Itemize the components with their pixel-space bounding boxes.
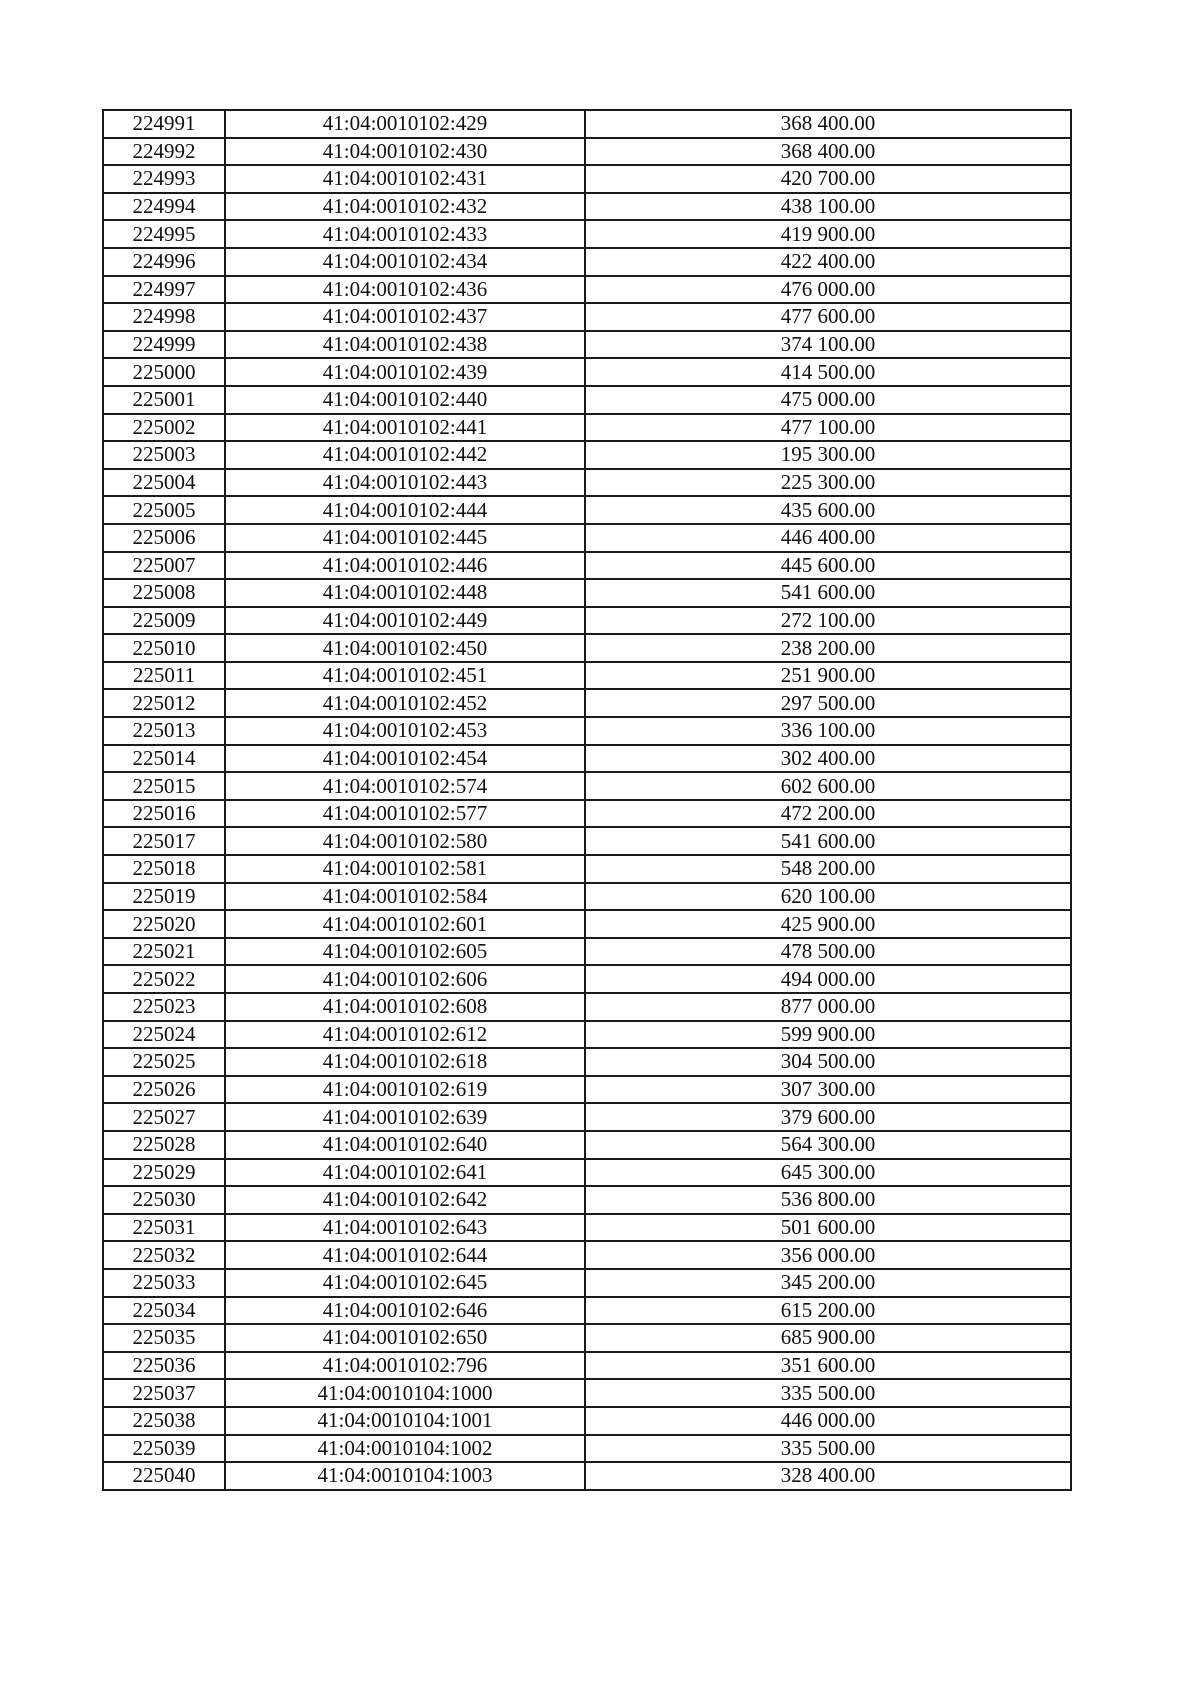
- table-row: [103, 1379, 1071, 1407]
- row-number-cell: 225024: [103, 1021, 225, 1049]
- table-row: [103, 1076, 1071, 1104]
- cadastral-number-cell: 41:04:0010102:438: [225, 331, 585, 359]
- value-cell: 368 400.00: [585, 138, 1071, 166]
- row-number-cell: 225013: [103, 717, 225, 745]
- cadastral-number-cell: 41:04:0010104:1000: [225, 1379, 585, 1407]
- table-row: [103, 1352, 1071, 1380]
- value-cell: 379 600.00: [585, 1103, 1071, 1131]
- row-number-cell: 224995: [103, 220, 225, 248]
- value-cell: 599 900.00: [585, 1021, 1071, 1049]
- value-cell: 446 400.00: [585, 524, 1071, 552]
- table-row: [103, 303, 1071, 331]
- row-number-cell: 225018: [103, 855, 225, 883]
- cadastral-number-cell: 41:04:0010102:453: [225, 717, 585, 745]
- cadastral-number-cell: 41:04:0010102:584: [225, 883, 585, 911]
- row-number-cell: 225025: [103, 1048, 225, 1076]
- row-number-cell: 225005: [103, 496, 225, 524]
- table-row: [103, 1186, 1071, 1214]
- cadastral-number-cell: 41:04:0010102:641: [225, 1159, 585, 1187]
- table-row: [103, 110, 1071, 138]
- row-number-cell: 225033: [103, 1269, 225, 1297]
- cadastral-number-cell: 41:04:0010102:431: [225, 165, 585, 193]
- table-row: [103, 1159, 1071, 1187]
- row-number-cell: 225007: [103, 552, 225, 580]
- table-row: [103, 1241, 1071, 1269]
- table-row: [103, 993, 1071, 1021]
- row-number-cell: 225026: [103, 1076, 225, 1104]
- value-cell: 345 200.00: [585, 1269, 1071, 1297]
- table-row: [103, 634, 1071, 662]
- row-number-cell: 224992: [103, 138, 225, 166]
- table-row: [103, 1324, 1071, 1352]
- value-cell: 501 600.00: [585, 1214, 1071, 1242]
- value-cell: 225 300.00: [585, 469, 1071, 497]
- table-row: [103, 607, 1071, 635]
- value-cell: 356 000.00: [585, 1241, 1071, 1269]
- cadastral-number-cell: 41:04:0010104:1003: [225, 1462, 585, 1490]
- cadastral-number-cell: 41:04:0010102:444: [225, 496, 585, 524]
- value-cell: 238 200.00: [585, 634, 1071, 662]
- table-row: [103, 193, 1071, 221]
- table-row: [103, 552, 1071, 580]
- table-row: [103, 441, 1071, 469]
- table-row: [103, 331, 1071, 359]
- value-cell: 494 000.00: [585, 965, 1071, 993]
- row-number-cell: 225012: [103, 689, 225, 717]
- row-number-cell: 225004: [103, 469, 225, 497]
- table-row: [103, 965, 1071, 993]
- cadastral-number-cell: 41:04:0010102:606: [225, 965, 585, 993]
- cadastral-number-cell: 41:04:0010102:618: [225, 1048, 585, 1076]
- table-row: [103, 358, 1071, 386]
- row-number-cell: 225003: [103, 441, 225, 469]
- value-cell: 685 900.00: [585, 1324, 1071, 1352]
- table-body: [103, 110, 1071, 1490]
- cadastral-number-cell: 41:04:0010102:581: [225, 855, 585, 883]
- cadastral-number-cell: 41:04:0010102:452: [225, 689, 585, 717]
- value-cell: 536 800.00: [585, 1186, 1071, 1214]
- value-cell: 475 000.00: [585, 386, 1071, 414]
- value-cell: 420 700.00: [585, 165, 1071, 193]
- row-number-cell: 225038: [103, 1407, 225, 1435]
- value-cell: 446 000.00: [585, 1407, 1071, 1435]
- cadastral-number-cell: 41:04:0010102:442: [225, 441, 585, 469]
- cadastral-number-cell: 41:04:0010102:437: [225, 303, 585, 331]
- table-row: [103, 745, 1071, 773]
- cadastral-number-cell: 41:04:0010102:451: [225, 662, 585, 690]
- cadastral-number-cell: 41:04:0010102:439: [225, 358, 585, 386]
- cadastral-number-cell: 41:04:0010102:601: [225, 910, 585, 938]
- cadastral-number-cell: 41:04:0010102:445: [225, 524, 585, 552]
- cadastral-number-cell: 41:04:0010102:580: [225, 827, 585, 855]
- row-number-cell: 224991: [103, 110, 225, 138]
- table-row: [103, 772, 1071, 800]
- cadastral-number-cell: 41:04:0010102:605: [225, 938, 585, 966]
- value-cell: 351 600.00: [585, 1352, 1071, 1380]
- row-number-cell: 225011: [103, 662, 225, 690]
- row-number-cell: 225022: [103, 965, 225, 993]
- value-cell: 541 600.00: [585, 827, 1071, 855]
- row-number-cell: 225009: [103, 607, 225, 635]
- value-cell: 615 200.00: [585, 1297, 1071, 1325]
- cadastral-number-cell: 41:04:0010102:608: [225, 993, 585, 1021]
- row-number-cell: 225037: [103, 1379, 225, 1407]
- cadastral-number-cell: 41:04:0010102:434: [225, 248, 585, 276]
- value-cell: 251 900.00: [585, 662, 1071, 690]
- row-number-cell: 224998: [103, 303, 225, 331]
- table-row: [103, 827, 1071, 855]
- value-cell: 445 600.00: [585, 552, 1071, 580]
- cadastral-number-cell: 41:04:0010102:443: [225, 469, 585, 497]
- table-row: [103, 855, 1071, 883]
- cadastral-number-cell: 41:04:0010102:433: [225, 220, 585, 248]
- value-cell: 328 400.00: [585, 1462, 1071, 1490]
- table-row: [103, 717, 1071, 745]
- value-cell: 478 500.00: [585, 938, 1071, 966]
- table-row: [103, 1021, 1071, 1049]
- table-row: [103, 938, 1071, 966]
- cadastral-number-cell: 41:04:0010102:450: [225, 634, 585, 662]
- value-cell: 548 200.00: [585, 855, 1071, 883]
- table-row: [103, 1048, 1071, 1076]
- cadastral-number-cell: 41:04:0010102:796: [225, 1352, 585, 1380]
- row-number-cell: 225021: [103, 938, 225, 966]
- value-cell: 336 100.00: [585, 717, 1071, 745]
- table-row: [103, 1407, 1071, 1435]
- value-cell: 435 600.00: [585, 496, 1071, 524]
- cadastral-number-cell: 41:04:0010102:441: [225, 414, 585, 442]
- row-number-cell: 225017: [103, 827, 225, 855]
- value-cell: 297 500.00: [585, 689, 1071, 717]
- row-number-cell: 225000: [103, 358, 225, 386]
- row-number-cell: 225008: [103, 579, 225, 607]
- cadastral-number-cell: 41:04:0010102:430: [225, 138, 585, 166]
- value-cell: 438 100.00: [585, 193, 1071, 221]
- table-row: [103, 414, 1071, 442]
- row-number-cell: 225015: [103, 772, 225, 800]
- cadastral-number-cell: 41:04:0010104:1002: [225, 1435, 585, 1463]
- row-number-cell: 225002: [103, 414, 225, 442]
- value-cell: 195 300.00: [585, 441, 1071, 469]
- table-row: [103, 662, 1071, 690]
- table-row: [103, 579, 1071, 607]
- value-cell: 302 400.00: [585, 745, 1071, 773]
- row-number-cell: 225032: [103, 1241, 225, 1269]
- row-number-cell: 224993: [103, 165, 225, 193]
- value-cell: 374 100.00: [585, 331, 1071, 359]
- row-number-cell: 224996: [103, 248, 225, 276]
- cadastral-number-cell: 41:04:0010102:577: [225, 800, 585, 828]
- cadastral-number-cell: 41:04:0010102:436: [225, 276, 585, 304]
- value-cell: 472 200.00: [585, 800, 1071, 828]
- row-number-cell: 225028: [103, 1131, 225, 1159]
- table-row: [103, 1269, 1071, 1297]
- row-number-cell: 225016: [103, 800, 225, 828]
- table-row: [103, 469, 1071, 497]
- value-cell: 541 600.00: [585, 579, 1071, 607]
- row-number-cell: 225010: [103, 634, 225, 662]
- cadastral-number-cell: 41:04:0010102:639: [225, 1103, 585, 1131]
- value-cell: 335 500.00: [585, 1379, 1071, 1407]
- value-cell: 620 100.00: [585, 883, 1071, 911]
- table-row: [103, 496, 1071, 524]
- cadastral-number-cell: 41:04:0010102:432: [225, 193, 585, 221]
- cadastral-number-cell: 41:04:0010102:449: [225, 607, 585, 635]
- value-cell: 877 000.00: [585, 993, 1071, 1021]
- cadastral-number-cell: 41:04:0010102:448: [225, 579, 585, 607]
- value-cell: 645 300.00: [585, 1159, 1071, 1187]
- table-row: [103, 1462, 1071, 1490]
- cadastral-number-cell: 41:04:0010102:642: [225, 1186, 585, 1214]
- value-cell: 307 300.00: [585, 1076, 1071, 1104]
- table-row: [103, 910, 1071, 938]
- row-number-cell: 225027: [103, 1103, 225, 1131]
- row-number-cell: 225036: [103, 1352, 225, 1380]
- cadastral-number-cell: 41:04:0010102:650: [225, 1324, 585, 1352]
- table-row: [103, 386, 1071, 414]
- row-number-cell: 225023: [103, 993, 225, 1021]
- table-row: [103, 1297, 1071, 1325]
- table-row: [103, 248, 1071, 276]
- table-row: [103, 220, 1071, 248]
- row-number-cell: 224999: [103, 331, 225, 359]
- row-number-cell: 225001: [103, 386, 225, 414]
- value-cell: 477 600.00: [585, 303, 1071, 331]
- value-cell: 602 600.00: [585, 772, 1071, 800]
- value-cell: 414 500.00: [585, 358, 1071, 386]
- value-cell: 272 100.00: [585, 607, 1071, 635]
- table-row: [103, 1214, 1071, 1242]
- row-number-cell: 225020: [103, 910, 225, 938]
- row-number-cell: 225040: [103, 1462, 225, 1490]
- cadastral-number-cell: 41:04:0010102:446: [225, 552, 585, 580]
- cadastral-number-cell: 41:04:0010102:619: [225, 1076, 585, 1104]
- table-row: [103, 1131, 1071, 1159]
- cadastral-number-cell: 41:04:0010102:644: [225, 1241, 585, 1269]
- value-cell: 425 900.00: [585, 910, 1071, 938]
- value-cell: 335 500.00: [585, 1435, 1071, 1463]
- cadastral-number-cell: 41:04:0010102:612: [225, 1021, 585, 1049]
- table-row: [103, 1103, 1071, 1131]
- table-row: [103, 1435, 1071, 1463]
- row-number-cell: 225029: [103, 1159, 225, 1187]
- value-cell: 476 000.00: [585, 276, 1071, 304]
- table-row: [103, 138, 1071, 166]
- row-number-cell: 224997: [103, 276, 225, 304]
- row-number-cell: 225031: [103, 1214, 225, 1242]
- row-number-cell: 224994: [103, 193, 225, 221]
- table-row: [103, 800, 1071, 828]
- value-cell: 368 400.00: [585, 110, 1071, 138]
- table-row: [103, 689, 1071, 717]
- value-cell: 304 500.00: [585, 1048, 1071, 1076]
- table-row: [103, 276, 1071, 304]
- table-row: [103, 524, 1071, 552]
- row-number-cell: 225006: [103, 524, 225, 552]
- row-number-cell: 225039: [103, 1435, 225, 1463]
- cadastral-number-cell: 41:04:0010102:645: [225, 1269, 585, 1297]
- value-cell: 564 300.00: [585, 1131, 1071, 1159]
- row-number-cell: 225035: [103, 1324, 225, 1352]
- cadastral-value-table: [102, 109, 1072, 1491]
- row-number-cell: 225014: [103, 745, 225, 773]
- value-cell: 422 400.00: [585, 248, 1071, 276]
- cadastral-number-cell: 41:04:0010104:1001: [225, 1407, 585, 1435]
- cadastral-number-cell: 41:04:0010102:429: [225, 110, 585, 138]
- cadastral-number-cell: 41:04:0010102:574: [225, 772, 585, 800]
- row-number-cell: 225019: [103, 883, 225, 911]
- value-cell: 419 900.00: [585, 220, 1071, 248]
- cadastral-number-cell: 41:04:0010102:640: [225, 1131, 585, 1159]
- table-row: [103, 165, 1071, 193]
- row-number-cell: 225030: [103, 1186, 225, 1214]
- table-row: [103, 883, 1071, 911]
- cadastral-number-cell: 41:04:0010102:646: [225, 1297, 585, 1325]
- cadastral-number-cell: 41:04:0010102:440: [225, 386, 585, 414]
- cadastral-number-cell: 41:04:0010102:454: [225, 745, 585, 773]
- row-number-cell: 225034: [103, 1297, 225, 1325]
- cadastral-number-cell: 41:04:0010102:643: [225, 1214, 585, 1242]
- value-cell: 477 100.00: [585, 414, 1071, 442]
